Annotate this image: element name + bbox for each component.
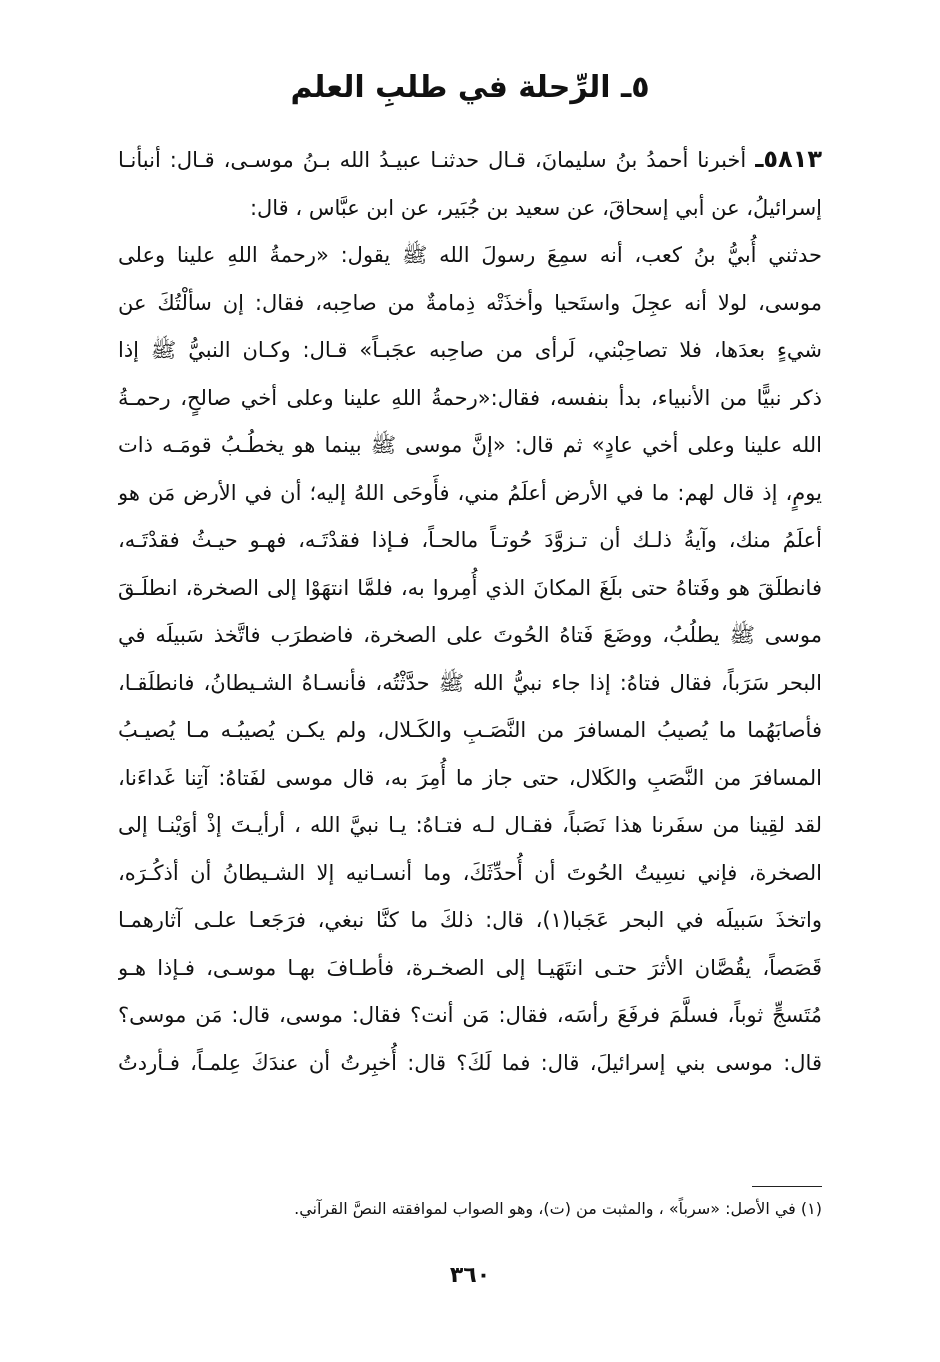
matn-line: ذكر نبيًّا من الأنبياء، بدأ بنفسه، فقال:«رحمةُ اللهِ علينا وعلى أخي صالحٍ، رحمـةُ [118, 385, 822, 410]
matn-line: يومٍ، إذ قال لهم: ما في الأرض أعلَمُ مني، فأَوحَى اللهُ إليه؛ أن في الأرض مَن هو [118, 480, 822, 505]
footnote-divider [752, 1186, 822, 1187]
matn-line: الصخرة، فإني نسِيتُ الحُوتَ أن أُحدِّثَكَ، وما أنسـانيه إلا الشـيطانُ أن أذكُـرَه، [118, 860, 822, 885]
hadith-number: ٥٨١٣ـ [755, 145, 822, 173]
hadith-text [118, 136, 822, 1087]
isnad-line: إسرائيلُ، عن أبي إسحاقَ، عن سعيد بن جُبَير، عن ابن عبَّاس ، قال: [249, 195, 822, 220]
matn-line: مُتَسجٍّ ثوباً، فسلَّمَ فرفَعَ رأسَه، فقال: مَن أنت؟ فقال: موسى، قال: مَن موسى؟ [118, 1003, 822, 1027]
matn-line: حدثني أُبيُّ بنُ كعب، أنه سمِعَ رسولَ الله ﷺ يقول: «رحمةُ اللهِ علينا وعلى [118, 243, 822, 267]
matn-line: البحر سَرَباً، فقال فتاهُ: إذا جاء نبيُّ الله ﷺ حدَّثْتُه، فأنسـاهُ الشـيطانُ، فانطلَقـا، [118, 670, 822, 695]
matn-line: أعلَمُ منك، وآيةُ ذلـك أن تـزوَّدَ حُوتـاً مالحـاً، فـإذا فقدْتَـه، فهـو حيـثُ فقدْتَـه، [118, 528, 822, 552]
page-number: ٣٦٠ [449, 1263, 491, 1288]
matn-line: قال: موسى بني إسرائيلَ، قال: فما لَكَ؟ قال: أُخبِرتُ أن عندَكَ عِلمـاً، فـأردتُ [118, 1050, 822, 1075]
matn-line: فأصابَهُما ما يُصيبُ المسافرَ من النَّصَـبِ والكَـلال، ولم يكـن يُصيبُـه مـا يُصيـبُ [118, 718, 822, 742]
footnote: (١) في الأصل: «سرباً» ، والمثبت من (ت)، وهو الصواب لموافقته النصَّ القرآني. [294, 1199, 822, 1218]
isnad-line: ٥٨١٣ـ أخبرنا أحمدُ بنُ سليمانَ، قـال حدثنـا عبيـدُ الله بـنُ موسـى، قـال: أنبأنـا [118, 145, 822, 173]
matn-line: شيءٍ بعدَها، فلا تصاحِبْني، لَرأى من صاحِبه عجَبـاً» قـال: وكـان النبيُّ ﷺ إذا [118, 338, 822, 362]
matn-line: قَصَصاً، يقُصَّان الأثرَ حتـى انتَهَيـا إلى الصخـرة، فأطـافَ بهـا موسـى، فـإذا هـو [118, 955, 822, 980]
matn-line: لقد لقِينا من سفَرنا هذا نَصَباً، فقـال لـه فتـاهُ: يـا نبيَّ الله ، أرأيـتَ إذْ أوَيْنـا إلى [118, 813, 822, 837]
matn-line: فانطلَقَ هو وفَتاهُ حتى بلَغَ المكانَ الذي أُمِروا به، فلمَّا انتهَوْا إلى الصخرة، انطلَـقَ [118, 575, 822, 600]
matn-line: موسى ﷺ يطلُبُ، ووضَعَ فَتاهُ الحُوتَ على الصخرة، فاضطرَب فاتَّخذ سَبيلَه في [118, 623, 822, 647]
matn-line: الله علينا وعلى أخي عادٍ» ثم قال: «إنَّ موسى ﷺ بينما هو يخطُـبُ قومَـه ذات [118, 433, 822, 457]
matn-line: المسافرَ من النَّصَبِ والكَلال، حتى جاز ما أُمِرَ به، قال موسى لفَتاهُ: آتِنا غَداءَنا، [118, 765, 822, 790]
chapter-title: ٥ـ الرِّحلة في طلبِ العلم [290, 70, 650, 105]
matn-line: واتخذَ سَبيلَه في البحر عَجَبا(١)، قال: ذلكَ ما كنَّا نبغي، فرَجَعـا علـى آثارهمـا [118, 908, 822, 932]
matn-line: موسى، لولا أنه عجِلَ واستَحيا وأخذَتْه ذِمامةٌ من صاحِبه، فقال: إن سألْتُكَ عن [118, 290, 822, 315]
